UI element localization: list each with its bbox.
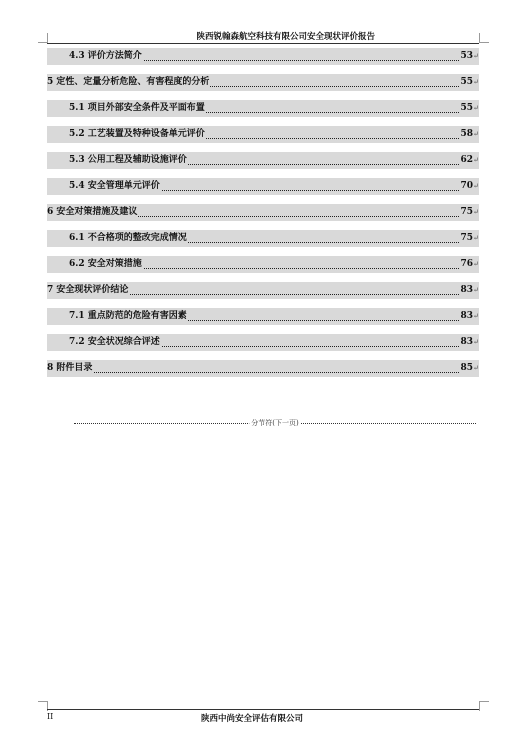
toc-entry-page: 58 [459, 126, 473, 143]
dot-leader [109, 60, 461, 61]
toc-entry-page: 70 [459, 178, 473, 195]
paragraph-mark-icon: ↵ [473, 130, 479, 138]
table-of-contents [47, 48, 479, 377]
paragraph-mark-icon: ↵ [473, 234, 479, 242]
paragraph-mark-icon: ↵ [473, 78, 479, 86]
toc-entry-5-4[interactable] [47, 178, 479, 195]
toc-entry-label: 6.2 安全对策措施 [69, 256, 143, 273]
toc-entry-label: 5.4 安全管理单元评价 [69, 178, 161, 195]
toc-entry-page: 75 [459, 204, 473, 221]
toc-entry-page: 76 [459, 256, 473, 273]
toc-entry-label: 4.3 评价方法简介 [69, 48, 143, 65]
toc-entry-label: 7 安全现状评价结论 [47, 282, 129, 299]
page-footer[interactable] [47, 709, 479, 726]
toc-entry-6[interactable] [47, 204, 479, 221]
toc-entry-label: 7.2 安全状况综合评述 [69, 334, 161, 351]
toc-entry-page: 85 [459, 360, 473, 377]
section-break [74, 419, 476, 434]
footer-company: 陕西中尚安全评估有限公司 [201, 714, 304, 724]
toc-entry-page: 75 [459, 230, 473, 247]
toc-entry-page: 83 [459, 282, 473, 299]
toc-entry-6-2[interactable] [47, 256, 479, 273]
toc-entry-label: 6.1 不合格项的整改完成情况 [69, 230, 188, 247]
toc-entry-6-1[interactable] [47, 230, 479, 247]
dot-leader [109, 190, 461, 191]
toc-entry-label: 8 附件目录 [47, 360, 93, 377]
dot-leader [87, 372, 461, 373]
crop-mark-bottom-right [479, 701, 489, 711]
toc-entry-label: 6 安全对策措施及建议 [47, 204, 138, 221]
toc-entry-page: 55 [459, 74, 473, 91]
section-break-label: 分节符(下一页) [251, 419, 299, 427]
toc-entry-label: 5.1 项目外部安全条件及平面布置 [69, 100, 206, 117]
dot-leader [87, 294, 461, 295]
toc-entry-page: 83 [459, 334, 473, 351]
toc-entry-4-3[interactable] [47, 48, 479, 65]
toc-entry-page: 53 [459, 48, 473, 65]
paragraph-mark-icon: ↵ [473, 260, 479, 268]
toc-entry-5[interactable] [47, 74, 479, 91]
paragraph-mark-icon: ↵ [473, 364, 479, 372]
dot-leader [87, 216, 461, 217]
dot-leader [109, 268, 461, 269]
toc-entry-7[interactable] [47, 282, 479, 299]
dot-leader [109, 346, 461, 347]
toc-entry-5-3[interactable] [47, 152, 479, 169]
toc-entry-page: 83 [459, 308, 473, 325]
toc-entry-5-2[interactable] [47, 126, 479, 143]
toc-entry-label: 5.2 工艺装置及特种设备单元评价 [69, 126, 206, 143]
toc-entry-5-1[interactable] [47, 100, 479, 117]
paragraph-mark-icon: ↵ [473, 52, 479, 60]
toc-entry-7-1[interactable] [47, 308, 479, 325]
toc-entry-8[interactable] [47, 360, 479, 377]
paragraph-mark-icon: ↵ [473, 286, 479, 294]
toc-entry-label: 5.3 公用工程及辅助设施评价 [69, 152, 188, 169]
toc-entry-page: 62 [459, 152, 473, 169]
paragraph-mark-icon: ↵ [473, 208, 479, 216]
toc-entry-label: 7.1 重点防范的危险有害因素 [69, 308, 188, 325]
page-header[interactable] [47, 29, 479, 44]
paragraph-mark-icon: ↵ [473, 312, 479, 320]
toc-entry-label: 5 定性、定量分析危险、有害程度的分析 [47, 74, 210, 91]
crop-mark-top-right [479, 33, 489, 43]
paragraph-mark-icon: ↵ [473, 104, 479, 112]
header-title: 陕西锐翰森航空科技有限公司安全现状评价报告 [196, 32, 375, 42]
paragraph-mark-icon: ↵ [473, 182, 479, 190]
footer-page-number: II [47, 712, 54, 721]
toc-entry-7-2[interactable] [47, 334, 479, 351]
toc-entry-page: 55 [459, 100, 473, 117]
paragraph-mark-icon: ↵ [473, 156, 479, 164]
paragraph-mark-icon: ↵ [473, 338, 479, 346]
